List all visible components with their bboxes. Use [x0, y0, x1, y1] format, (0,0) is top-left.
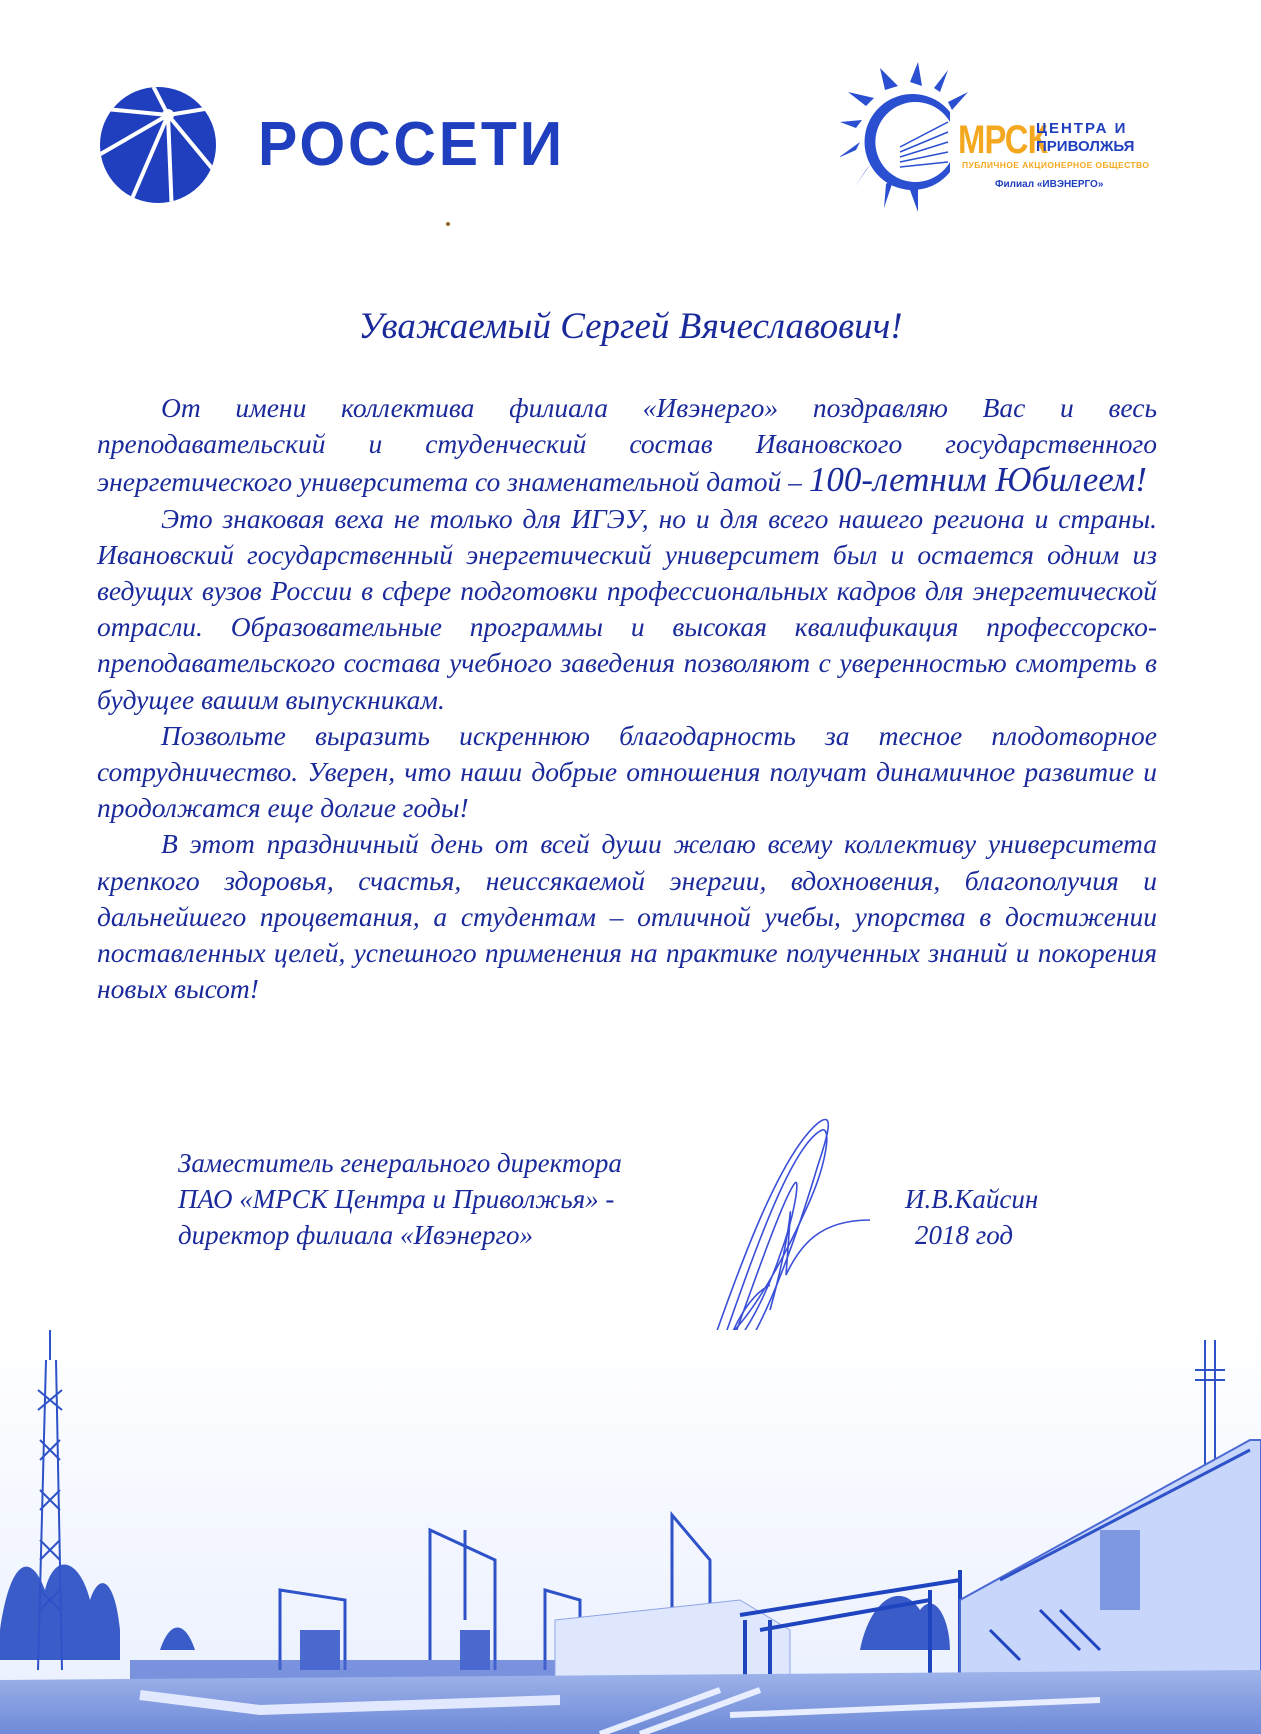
paragraph-3: Позвольте выразить искреннюю благодарность за тесное плодотворное сотрудничество. Уверен, что наши добрые отношения получат динамичное развитие и продолжатся еще долгие годы!	[97, 719, 1157, 824]
position-line-1: Заместитель генерального директора	[178, 1148, 622, 1178]
mrsk-branch: Филиал «ИВЭНЕРГО»	[995, 179, 1104, 190]
mrsk-logo	[840, 62, 1160, 222]
position-line-3: директор филиала «Ивэнерго»	[178, 1220, 533, 1250]
paragraph-1-text: От имени коллектива филиала «Ивэнерго» поздравляю Вас и весь преподавательский и студенческий состав Ивановского государственного энергетического университета со знаменательной датой –	[97, 392, 1157, 498]
signer-position	[178, 1145, 622, 1253]
signer-name: И.В.Кайсин	[905, 1184, 1039, 1214]
rosseti-emblem-icon	[90, 85, 240, 205]
mrsk-line1: ЦЕНТРА И	[1036, 120, 1128, 137]
scan-speck	[446, 222, 450, 226]
jubilee-emphasis: 100-летним Юбилеем!	[808, 460, 1147, 500]
letter-year: 2018 год	[915, 1220, 1014, 1250]
rosseti-logo	[90, 85, 565, 205]
paragraph-2: Это знаковая веха не только для ИГЭУ, но и для всего нашего региона и страны. Ивановский государственный энергетический университет был и остается одним из ведущих вузов России в сфере подготовки профессиональных кадров для энергетической отрасли. Образовательные программы и высокая квалификация профессорско-преподавательского состава учебного заведения позволяют с уверенностью смотреть в будущее вашим выпускникам.	[97, 502, 1157, 715]
rosseti-wordmark: РОССЕТИ	[258, 110, 565, 179]
letter-body	[97, 390, 1157, 1007]
mrsk-subtitle: ПУБЛИЧНОЕ АКЦИОНЕРНОЕ ОБЩЕСТВО	[962, 160, 1150, 170]
paragraph-4: В этот праздничный день от всей души желаю всему коллективу университета крепкого здоровья, счастья, неиссякаемой энергии, вдохновения, благополучия и дальнейшего процветания, а студентам – отличной учебы, упорства в достижении поставленных целей, успешного применения на практике полученных знаний и покорения новых высот!	[97, 828, 1157, 1005]
salutation: Уважаемый Сергей Вячеславович!	[358, 306, 903, 347]
mrsk-wordmark: МРСК	[958, 118, 1047, 162]
substation-photo	[0, 1330, 1261, 1734]
paragraph-1	[97, 390, 1157, 501]
signer	[905, 1181, 1038, 1253]
sun-emblem-icon	[840, 62, 970, 212]
mrsk-line2: ПРИВОЛЖЬЯ	[1036, 138, 1135, 155]
position-line-2: ПАО «МРСК Центра и Приволжья» -	[178, 1184, 615, 1214]
